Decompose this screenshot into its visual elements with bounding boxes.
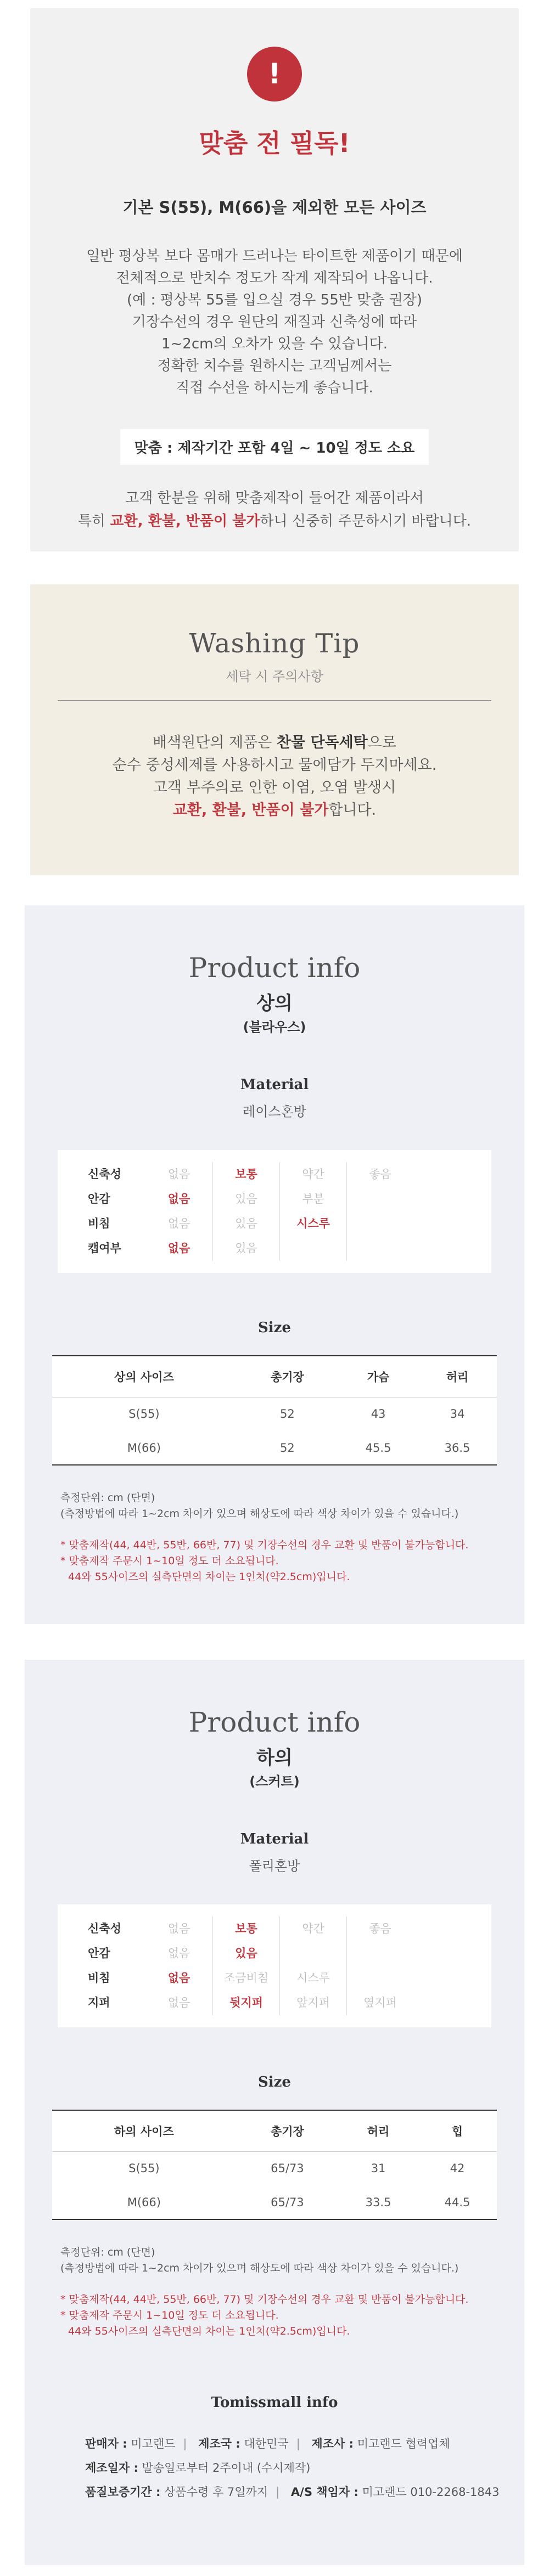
spec-label: 캡여부 xyxy=(88,1242,121,1255)
spec-option: 없음 xyxy=(167,1192,191,1205)
table-row xyxy=(52,2151,497,2185)
spec-option: 있음 xyxy=(212,1941,279,1966)
spec-option xyxy=(346,1236,413,1261)
spec-option: 보통 xyxy=(212,1162,279,1187)
column-header: 하의 사이즈 xyxy=(52,2110,236,2151)
column-header: 힙 xyxy=(418,2110,497,2151)
material-heading: Material xyxy=(240,1831,309,1847)
table-header-row xyxy=(52,2110,497,2151)
column-header: 가슴 xyxy=(339,1356,418,1397)
spec-option: 시스루 xyxy=(279,1966,346,1991)
warning-line xyxy=(30,510,519,533)
spec-option: 없음 xyxy=(167,1217,191,1230)
washing-title: Washing Tip xyxy=(189,628,360,659)
spec-option xyxy=(279,1941,346,1966)
notice-section xyxy=(30,8,519,551)
table-cell: M(66) xyxy=(52,1431,236,1465)
custom-order-notes xyxy=(60,2292,524,2340)
company-row xyxy=(85,2456,524,2480)
seller-value: 미고랜드 xyxy=(131,2437,176,2450)
note-line: (측정방법에 따라 1~2cm 차이가 있으며 해상도에 따라 색상 차이가 있을 수 있습니다.) xyxy=(60,1508,459,1520)
spec-option xyxy=(413,1236,480,1261)
spec-label: 신축성 xyxy=(88,1168,121,1181)
production-period: 맞춤 : 제작기간 포함 4일 ~ 10일 정도 소요 xyxy=(120,429,429,465)
spec-label: 안감 xyxy=(88,1947,110,1960)
spec-option: 약간 xyxy=(279,1917,346,1941)
notice-line: 전체적으로 반치수 정도가 작게 제작되어 나옵니다. xyxy=(116,270,433,286)
table-cell: S(55) xyxy=(128,1407,160,1421)
company-info-title: Tomissmall info xyxy=(211,2394,338,2411)
spec-label: 비침 xyxy=(88,1217,110,1230)
washing-body xyxy=(30,731,519,821)
category-subname: (블라우스) xyxy=(243,1019,306,1035)
table-cell: M(66) xyxy=(52,2185,236,2219)
notice-line: 기장수선의 경우 원단의 재질과 신축성에 따라 xyxy=(132,314,417,330)
washing-highlight: 교환, 환불, 반품이 불가 xyxy=(172,802,329,819)
note-line: * 맞춤제작 주문시 1~10일 정도 더 소요됩니다. xyxy=(60,1555,279,1567)
table-cell: 65/73 xyxy=(236,2185,339,2219)
spec-option: 옆지퍼 xyxy=(346,1991,413,2015)
material-value: 폴리혼방 xyxy=(249,1858,300,1874)
notice-line: (예 : 평상복 55를 입으실 경우 55반 맞춤 권장) xyxy=(126,292,423,308)
column-header: 허리 xyxy=(339,2110,418,2151)
table-cell: 43 xyxy=(371,1407,386,1421)
spec-option: 없음 xyxy=(167,1947,191,1960)
note-line: * 맞춤제작(44, 44반, 55반, 66반, 77) 및 기장수선의 경우 교환 및 반품이 불가능합니다. xyxy=(60,1539,469,1551)
divider: | xyxy=(183,2437,187,2450)
column-header: 상의 사이즈 xyxy=(52,1356,236,1397)
warning-highlight: 교환, 환불, 반품이 불가 xyxy=(110,513,260,529)
custom-order-notes xyxy=(60,1537,524,1585)
warning-line: 고객 한분을 위해 맞춤제작이 들어간 제품이라서 xyxy=(125,490,424,506)
washing-line: 순수 중성세제를 사용하시고 물에담가 두지마세요. xyxy=(112,757,437,774)
spec-option: 있음 xyxy=(212,1211,279,1236)
size-heading: Size xyxy=(258,1320,291,1336)
table-cell: 44.5 xyxy=(418,2185,497,2219)
spec-option: 조금비침 xyxy=(212,1966,279,1991)
spec-grid xyxy=(58,1904,491,2027)
divider: | xyxy=(276,2485,280,2499)
spec-option xyxy=(413,1162,480,1187)
product-info-title: Product info xyxy=(188,1706,361,1738)
maker-label: 제조사 : xyxy=(311,2437,354,2450)
notice-paragraph xyxy=(30,245,519,399)
spec-option xyxy=(346,1187,413,1211)
spec-option: 좋음 xyxy=(346,1162,413,1187)
washing-line: 고객 부주의로 인한 이염, 오염 발생시 xyxy=(153,779,396,796)
notice-warning xyxy=(30,487,519,533)
note-line: * 맞춤제작 주문시 1~10일 정도 더 소요됩니다. xyxy=(60,2309,279,2321)
spec-option: 없음 xyxy=(167,1168,191,1181)
table-cell: 45.5 xyxy=(339,1431,418,1465)
spec-option: 없음 xyxy=(167,1971,191,1985)
washing-text: 으로 xyxy=(367,734,396,751)
spec-option xyxy=(346,1211,413,1236)
top-product-info xyxy=(25,905,524,1624)
size-notes xyxy=(60,1490,524,1585)
table-row xyxy=(52,2185,497,2219)
spec-option: 있음 xyxy=(212,1187,279,1211)
table-cell: 65/73 xyxy=(271,2162,304,2175)
notice-line: 1~2cm의 오차가 있을 수 있습니다. xyxy=(161,336,388,352)
material-value: 레이스혼방 xyxy=(243,1104,306,1119)
spec-option xyxy=(413,1941,480,1966)
table-cell: 31 xyxy=(371,2162,386,2175)
note-line: 측정단위: cm (단면) xyxy=(60,2246,155,2258)
size-table xyxy=(52,2110,497,2220)
table-row xyxy=(52,1431,497,1465)
spec-option: 있음 xyxy=(212,1236,279,1261)
spec-label: 신축성 xyxy=(88,1922,121,1935)
spec-option: 좋음 xyxy=(346,1917,413,1941)
notice-title: 맞춤 전 필독! xyxy=(199,128,350,158)
washing-text: 합니다. xyxy=(328,802,377,819)
note-line: (측정방법에 따라 1~2cm 차이가 있으며 해상도에 따라 색상 차이가 있을 수 있습니다.) xyxy=(60,2262,459,2274)
spec-grid xyxy=(58,1150,491,1273)
spec-option: 보통 xyxy=(212,1917,279,1941)
date-value: 발송일로부터 2주이내 (수시제작) xyxy=(142,2461,311,2474)
spec-option: 없음 xyxy=(167,1242,191,1255)
notice-line: 일반 평상복 보다 몸매가 드러나는 타이트한 제품이기 때문에 xyxy=(86,248,463,264)
spec-option: 시스루 xyxy=(279,1211,346,1236)
category-name: 하의 xyxy=(256,1747,293,1769)
spec-label: 지퍼 xyxy=(88,1996,110,2009)
washing-line xyxy=(30,799,519,821)
spec-option xyxy=(413,1991,480,2015)
spec-label: 안감 xyxy=(88,1192,110,1205)
alert-icon: ! xyxy=(247,47,302,102)
spec-option: 부분 xyxy=(279,1187,346,1211)
company-row xyxy=(85,2480,524,2504)
washing-subtitle: 세탁 시 주의사항 xyxy=(226,669,323,684)
washing-text: 배색원단의 제품은 xyxy=(153,734,277,751)
table-row xyxy=(52,1397,497,1431)
divider xyxy=(58,700,491,701)
table-cell: 34 xyxy=(450,1407,465,1421)
table-cell: 33.5 xyxy=(339,2185,418,2219)
spec-option: 없음 xyxy=(167,1996,191,2009)
company-info-rows xyxy=(85,2432,524,2504)
note-line: 측정단위: cm (단면) xyxy=(60,1492,155,1504)
note-line: 44와 55사이즈의 실측단면의 차이는 1인치(약2.5cm)입니다. xyxy=(68,2325,350,2337)
warning-prefix: 특히 xyxy=(77,513,110,529)
maker-value: 미고랜드 협력업체 xyxy=(357,2437,450,2450)
as-label: A/S 책임자 : xyxy=(290,2485,358,2499)
column-header: 허리 xyxy=(418,1356,497,1397)
company-info xyxy=(25,2394,524,2504)
table-cell: S(55) xyxy=(128,2162,160,2175)
warranty-label: 품질보증기간 : xyxy=(85,2485,161,2499)
spec-option xyxy=(413,1211,480,1236)
size-heading: Size xyxy=(258,2074,291,2090)
table-cell: 36.5 xyxy=(418,1431,497,1465)
category-subname: (스커트) xyxy=(249,1774,300,1789)
column-header: 총기장 xyxy=(236,1356,339,1397)
washing-line xyxy=(30,731,519,754)
table-cell: 52 xyxy=(280,1407,295,1421)
spec-option: 뒷지퍼 xyxy=(212,1991,279,2015)
table-cell: 42 xyxy=(450,2162,465,2175)
washing-section xyxy=(30,584,519,875)
column-header: 총기장 xyxy=(236,2110,339,2151)
spec-option xyxy=(346,1966,413,1991)
spec-option: 앞지퍼 xyxy=(279,1991,346,2015)
origin-label: 제조국 : xyxy=(198,2437,240,2450)
origin-value: 대한민국 xyxy=(244,2437,289,2450)
notice-subtitle: 기본 S(55), M(66)을 제외한 모든 사이즈 xyxy=(122,198,427,217)
as-value: 미고랜드 010-2268-1843 xyxy=(362,2485,500,2499)
size-notes xyxy=(60,2245,524,2340)
notice-line: 정확한 치수를 원하시는 고객님께서는 xyxy=(157,358,392,374)
spec-option xyxy=(413,1187,480,1211)
table-cell: 52 xyxy=(236,1431,339,1465)
spec-option xyxy=(413,1917,480,1941)
company-row xyxy=(85,2432,524,2456)
product-info-title: Product info xyxy=(188,952,361,984)
note-line: * 맞춤제작(44, 44반, 55반, 66반, 77) 및 기장수선의 경우 교환 및 반품이 불가능합니다. xyxy=(60,2293,469,2306)
spec-label: 비침 xyxy=(88,1971,110,1985)
spec-option: 없음 xyxy=(167,1922,191,1935)
date-label: 제조일자 : xyxy=(85,2461,138,2474)
seller-label: 판매자 : xyxy=(85,2437,127,2450)
washing-bold: 찬물 단독세탁 xyxy=(276,734,368,751)
spec-option xyxy=(279,1236,346,1261)
bottom-product-info xyxy=(25,1660,524,2565)
divider: | xyxy=(296,2437,300,2450)
warning-suffix: 하니 신중히 주문하시기 바랍니다. xyxy=(260,513,472,529)
warranty-value: 상품수령 후 7일까지 xyxy=(164,2485,268,2499)
material-heading: Material xyxy=(240,1076,309,1093)
table-header-row xyxy=(52,1356,497,1397)
notice-line: 직접 수선을 하시는게 좋습니다. xyxy=(176,380,373,396)
note-line: 44와 55사이즈의 실측단면의 차이는 1인치(약2.5cm)입니다. xyxy=(68,1571,350,1583)
spec-option xyxy=(413,1966,480,1991)
size-table xyxy=(52,1355,497,1465)
category-name: 상의 xyxy=(256,993,293,1014)
spec-option xyxy=(346,1941,413,1966)
spec-option: 약간 xyxy=(279,1162,346,1187)
